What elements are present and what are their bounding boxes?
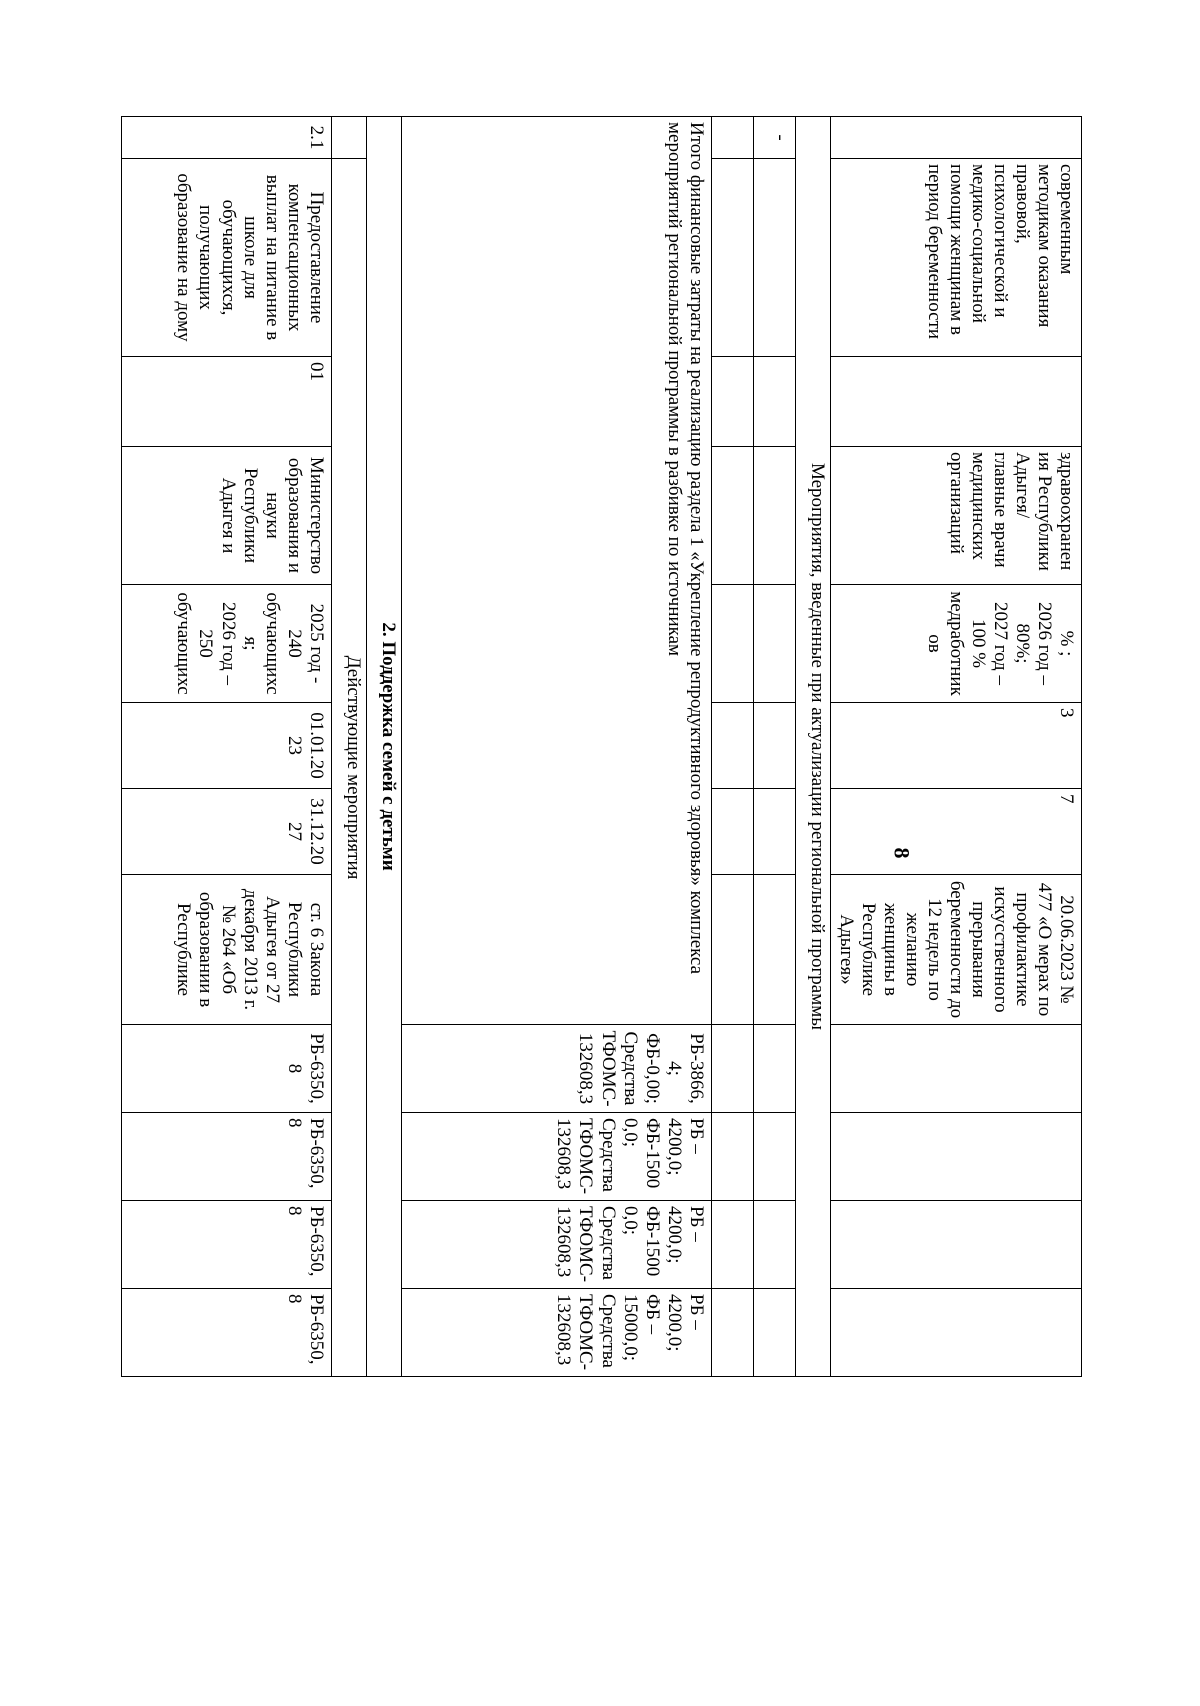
finance-2027: РБ-6350,8 [121,1289,331,1377]
page-number: 8 [889,847,915,859]
section-2-title: 2. Поддержка семей с детьми [366,117,401,1377]
cell-executor: Министерство образования и науки Республики Адыгея и [121,447,331,585]
cell-end: 31.12.2027 [121,789,331,875]
section-row [366,117,401,1377]
cell-legal-basis: 20.06.2023 № 477 «О мерах по профилактике искусственного прерывания беременности до 12 недель по желанию женщины в Республике Адыгея» [830,875,1081,1025]
finance-2025: РБ – 4200,0; ФБ-15000,0; Средства ТФОМС-132608,3 [401,1113,711,1201]
cell-start: 3 [830,703,1081,789]
cell-name: Предоставление компенсационных выплат на питание в школе для обучающихся, получающих образование на дому [121,159,331,357]
finance-2025: РБ-6350,8 [121,1113,331,1201]
finance-2027: РБ – 4200,0; ФБ – 15000,0; Средства ТФОМС-132608,3 [401,1289,711,1377]
finance-2024: РБ-3866,4; ФБ-0,00; Средства ТФОМС-132608,3 [401,1025,711,1113]
cell-start: 01.01.2023 [121,703,331,789]
section-measures-added: Мероприятия, введенные при актуализации региональной программы [795,117,830,1377]
cell-number: 2.1 [121,117,331,159]
cell-legal-basis: ст. 6 Закона Республики Адыгея от 27 декабря 2013 г. № 264 «Об образовании в Республике [121,875,331,1025]
table-row [711,117,753,1377]
table-row [753,117,795,1377]
cell-indicator: % ; 2026 год – 80%; 2027 год – 100 % медработник ов [830,585,1081,703]
subsection-current-measures: Действующие мероприятия [331,159,366,1377]
subsection-row [331,117,366,1377]
cell-name: современным методикам оказания правовой, психологической и медико-социальной помощи женщинам в период беременности [830,159,1081,357]
cell-code: 01 [121,357,331,447]
cell-indicator: 2025 год - 240 обучающихся; 2026 год – 250 обучающихс [121,585,331,703]
table-row [121,117,331,1377]
section-row [795,117,830,1377]
finance-2026: РБ-6350,8 [121,1201,331,1289]
finance-2026: РБ – 4200,0; ФБ-15000,0; Средства ТФОМС-132608,3 [401,1201,711,1289]
rotated-page-content [120,116,1082,1376]
finance-total-row [401,117,711,1377]
cell-code [830,357,1081,447]
program-table [121,116,1082,1377]
finance-total-label: Итого финансовые затраты на реализацию раздела 1 «Укрепление репродуктивного здоровья» комплекса мероприятий региональной программы в разбивке по источникам [401,117,711,1025]
cell-dash: - [753,117,795,159]
table-row [830,117,1081,1377]
cell-end: 7 [830,789,1081,875]
cell-executor: здравоохранения Республики Адыгея/ главные врачи медицинских организаций [830,447,1081,585]
finance-2024: РБ-6350,8 [121,1025,331,1113]
cell-number [830,117,1081,159]
